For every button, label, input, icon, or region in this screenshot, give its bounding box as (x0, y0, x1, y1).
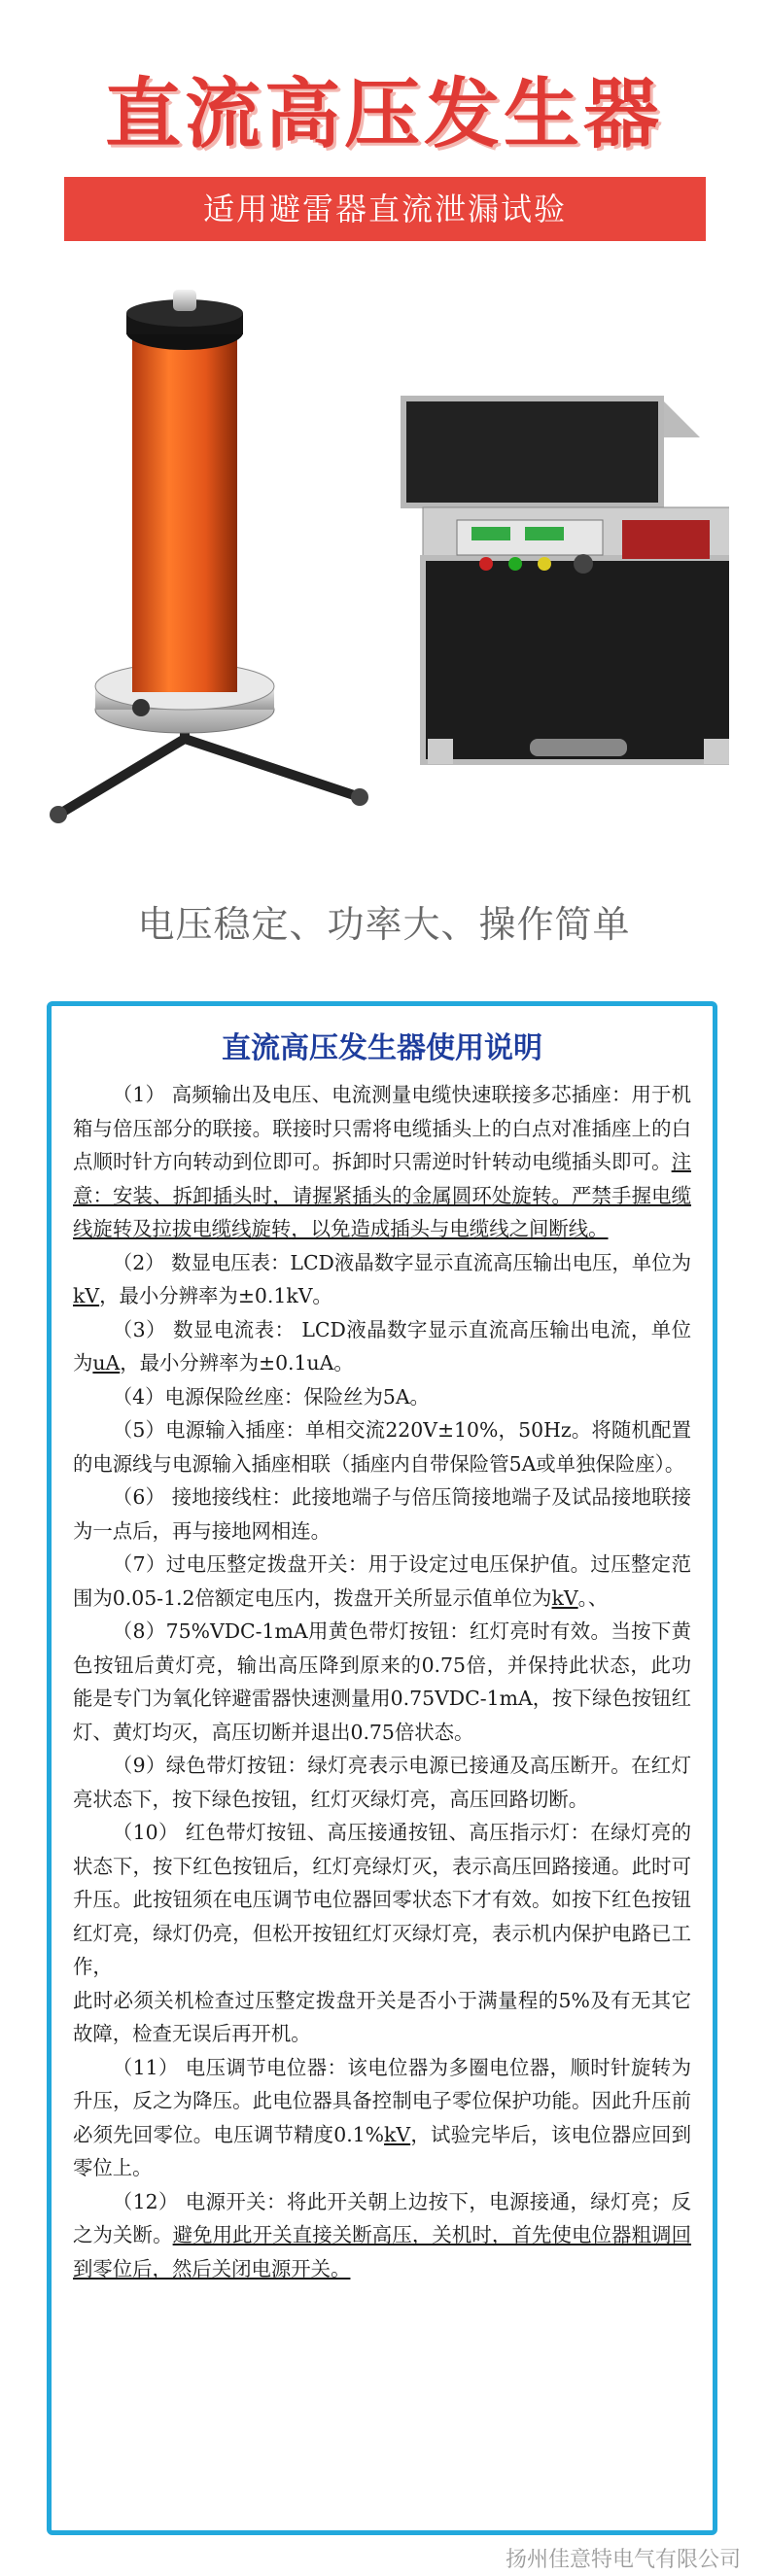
manual-para-10b: 此时必须关机检查过压整定拨盘开关是否小于满量程的5%及有无其它故障，检查无误后再开机。 (73, 1988, 691, 2045)
manual-para-9: （9）绿色带灯按钮：绿灯亮表示电源已接通及高压断开。在红灯亮状态下，按下绿色按钮，红灯灭绿灯亮，高压回路切断。 (73, 1754, 691, 1811)
subtitle-text: 适用避雷器直流泄漏试验 (202, 191, 567, 227)
manual-para-7: （7）过电压整定拨盘开关：用于设定过电压保护值。过压整定范围为0.05-1.2倍额定电压内，拨盘开关所显示值单位为kV。、 (73, 1552, 691, 1610)
manual-para-3: （3） 数显电流表： LCD液晶数字显示直流高压输出电流，单位为uA，最小分辨率为±0.1uA。 (73, 1317, 691, 1375)
manual-title: 直流高压发生器使用说明 (222, 1031, 542, 1065)
manual-para-1: （1） 高频输出及电压、电流测量电缆快速联接多芯插座：用于机箱与倍压部分的联接。联接时只需将电缆插头上的白点对准插座上的白点顺时针方向转动到位即可。拆卸时只需逆时针转动电缆插头即可。注意：安装、拆卸插头时，请握紧插头的金属圆环处旋转。严禁手握电缆线旋转及拉拔电缆线旋转，以免造成插头与电缆线之间断线。 (73, 1083, 691, 1240)
manual-para-2: （2） 数显电压表：LCD液晶数字显示直流高压输出电压，单位为kV，最小分辨率为±0.1kV。 (73, 1250, 691, 1307)
subtitle-banner (64, 177, 706, 241)
company-watermark: 扬州佳意特电气有限公司 (505, 2548, 741, 2572)
warning-text-2: 避免用此开关直接关断高压，关机时，首先使电位器粗调回到零位后，然后关闭电源开关。 (73, 2223, 692, 2280)
manual-para-8: （8）75%VDC-1mA用黄色带灯按钮：红灯亮时有效。当按下黄色按钮后黄灯亮，输出高压降到原来的0.75倍，并保持此状态，此功能是专门为氧化锌避雷器快速测量用0.75VDC-1mA，按下绿色按钮红灯、黄灯均灭，高压切断并退出0.75倍状态。 (73, 1619, 691, 1744)
manual-para-10: （10） 红色带灯按钮、高压接通按钮、高压指示灯：在绿灯亮的状态下，按下红色按钮后，红灯亮绿灯灭，表示高压回路接通。此时可升压。此按钮须在电压调节电位器回零状态下才有效。如按下红色按钮红灯亮，绿灯仍亮，但松开按钮红灯灭绿灯亮，表示机内保护电路已工作， (73, 1821, 691, 1978)
slogan: 电压稳定、功率大、操作简单 (137, 903, 631, 946)
page-title: 直流高压发生器 (104, 71, 663, 158)
manual-para-11: （11） 电压调节电位器：该电位器为多圈电位器，顺时针旋转为升压，反之为降压。此电位器具备控制电子零位保护功能。因此升压前必须先回零位。电压调节精度0.1%kV，试验完毕后，该电位器应回到零位上。 (73, 2055, 692, 2179)
warning-text: 注意：安装、拆卸插头时，请握紧插头的金属圆环处旋转。严禁手握电缆线旋转及拉拔电缆线旋转，以免造成插头与电缆线之间断线。 (73, 1150, 691, 1240)
hv-generator-photo (39, 282, 729, 846)
manual-box (47, 1001, 717, 2535)
manual-para-6: （6） 接地接线柱：此接地端子与倍压筒接地端子及试品接地联接为一点后，再与接地网相连。 (73, 1485, 691, 1543)
manual-para-5: （5）电源输入插座：单相交流220V±10%，50Hz。将随机配置的电源线与电源输入插座相联（插座内自带保险管5A或单独保险座）。 (73, 1418, 691, 1476)
manual-para-12: （12） 电源开关：将此开关朝上边按下，电源接通，绿灯亮；反之为关断。避免用此开关直接关断高压，关机时，首先使电位器粗调回到零位后，然后关闭电源开关。 (73, 2189, 692, 2280)
manual-para-4: （4）电源保险丝座：保险丝为5A。 (112, 1384, 430, 1409)
